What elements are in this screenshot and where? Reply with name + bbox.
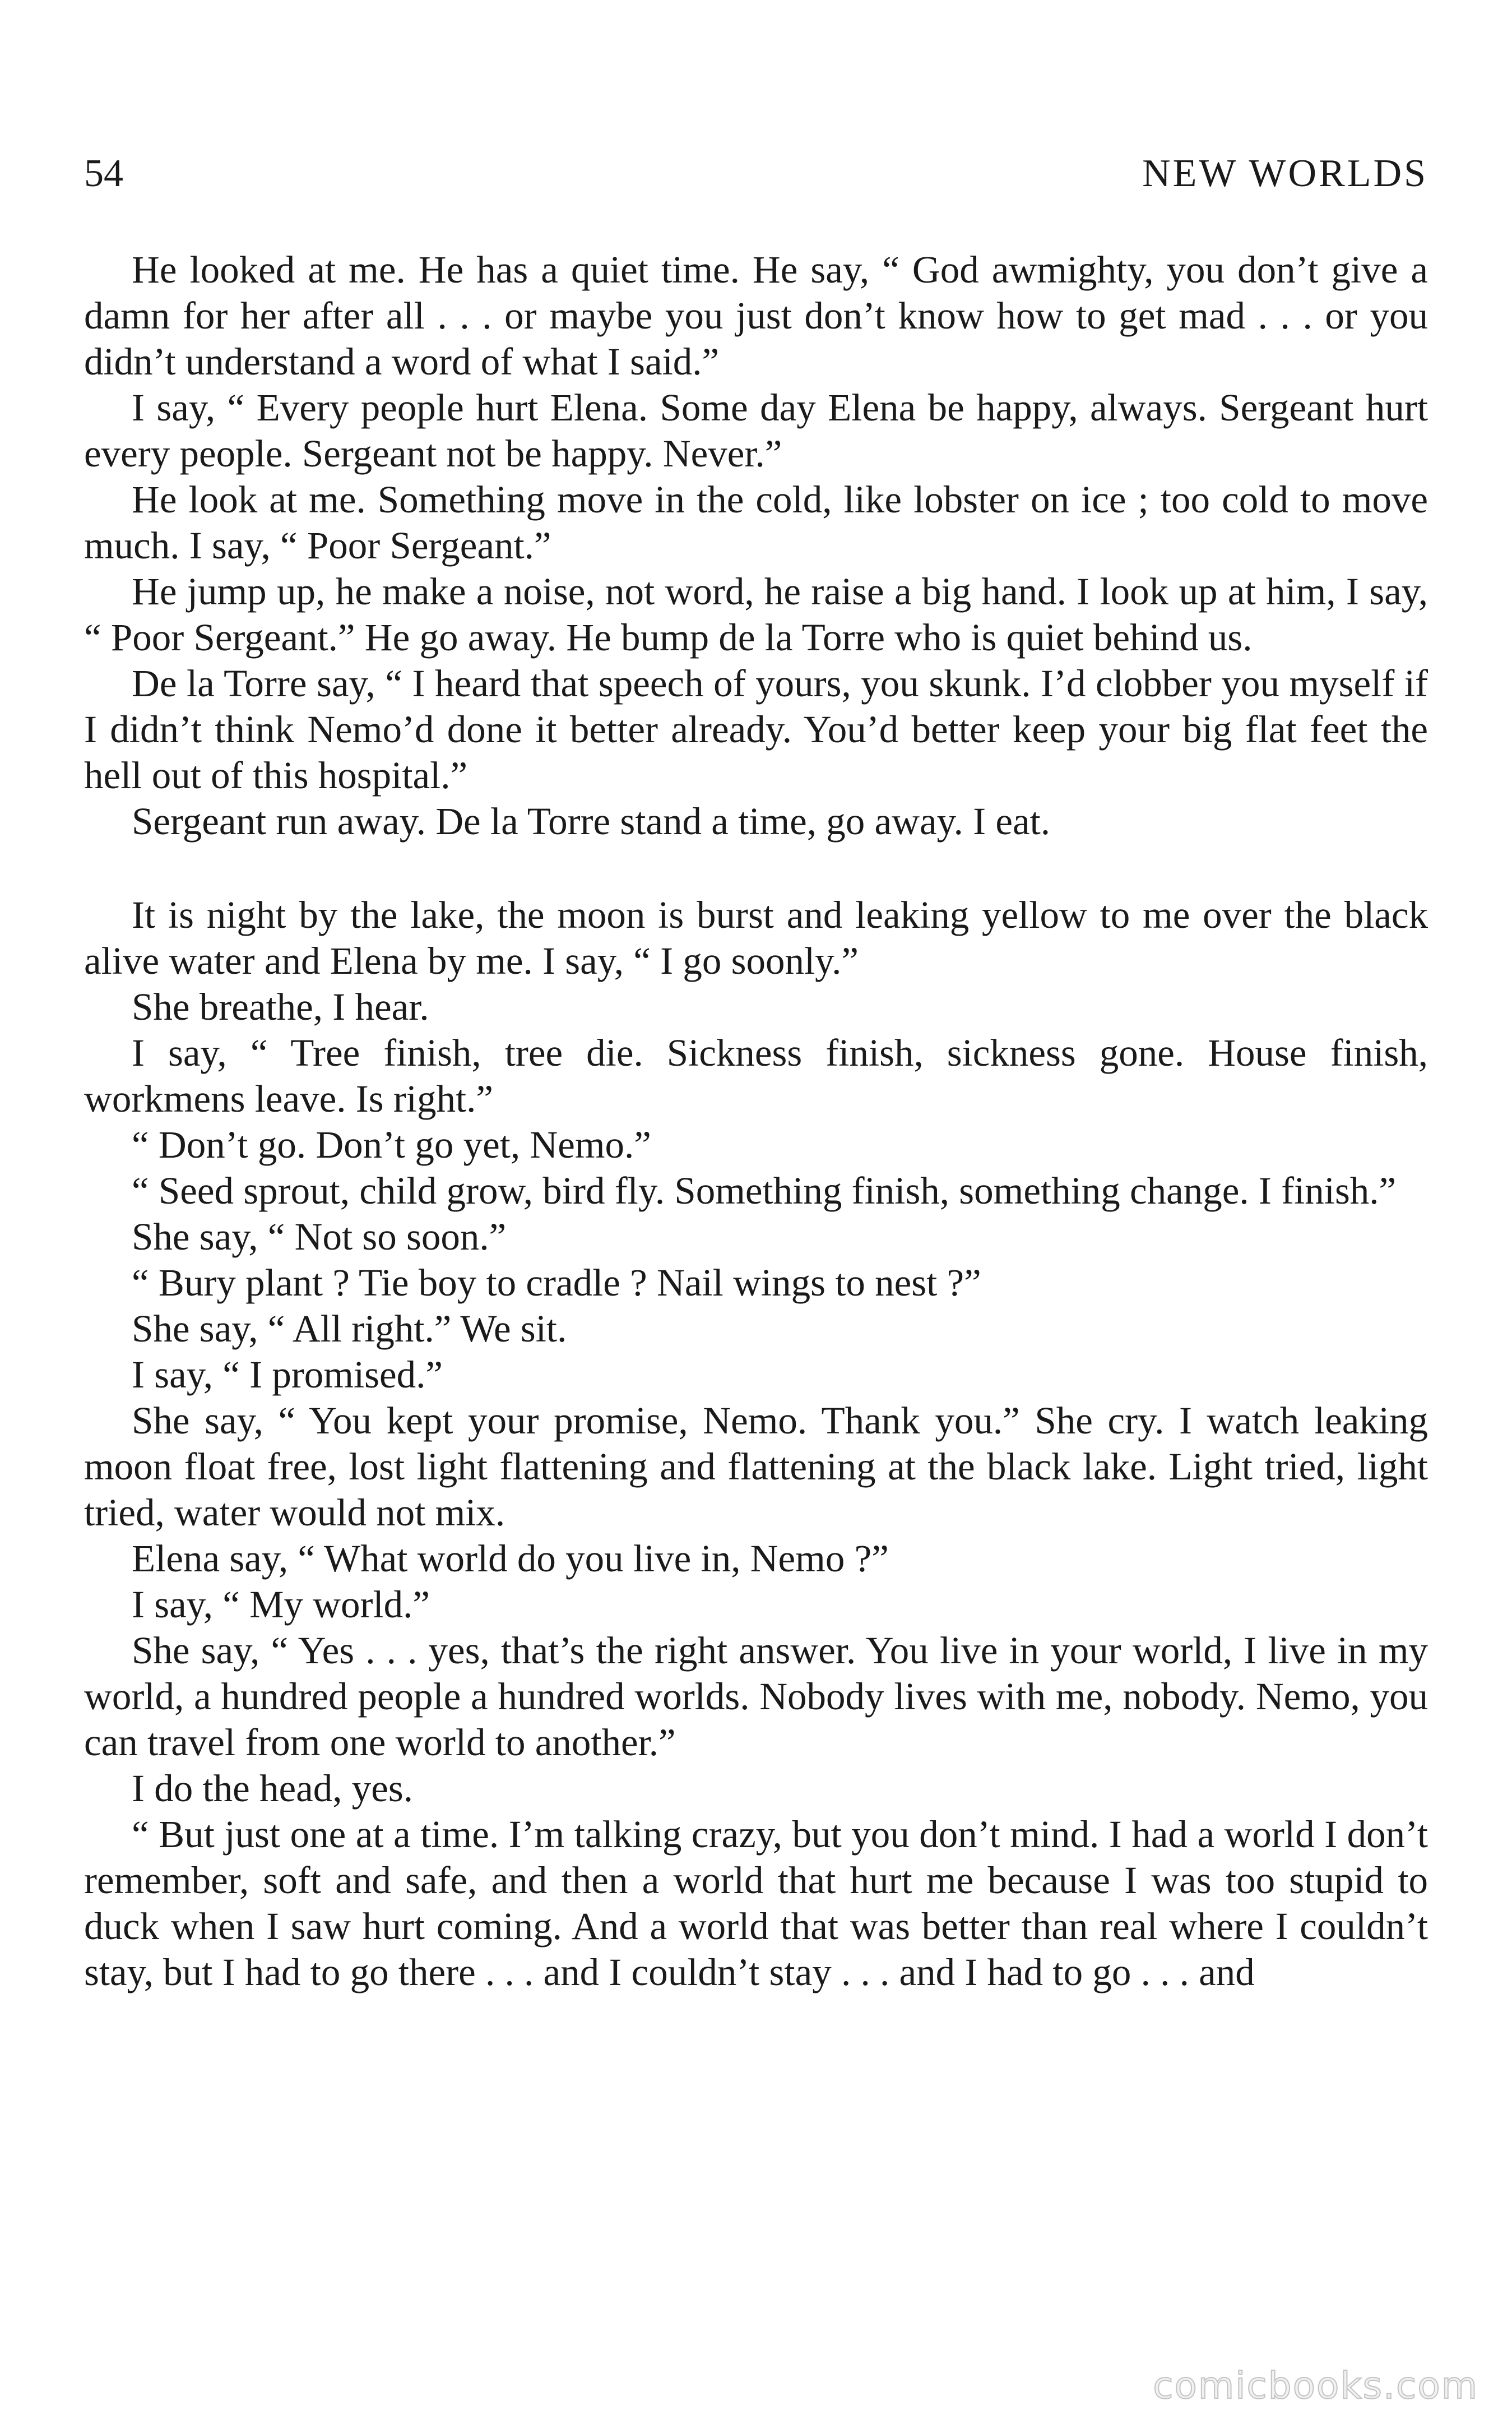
paragraph: She say, “ You kept your promise, Nemo. Thank you.” She cry. I watch leaking moon float free, lost light flattening and flattening at the black lake. Light tried, light tried, water would not mix. (84, 1399, 1428, 1534)
paragraph: I say, “ Tree finish, tree die. Sickness finish, sickness gone. House finish, workmens leave. Is right.” (84, 1031, 1428, 1120)
paragraph: She say, “ Not so soon.” (132, 1215, 507, 1258)
watermark: comicbooks.com (1153, 2364, 1478, 2407)
paragraph: “ Bury plant ? Tie boy to cradle ? Nail wings to nest ?” (132, 1261, 981, 1304)
paragraph: “ But just one at a time. I’m talking crazy, but you don’t mind. I had a world I don’t remember, soft and safe, and then a world that hurt me because I was too stupid to duck when I saw hurt coming. And a world that was better than real where I couldn’t stay, but I had to go there . . . and I couldn’t stay . . . and I had to go . . . and (84, 1813, 1428, 1993)
paragraph: It is night by the lake, the moon is burst and leaking yellow to me over the black alive water and Elena by me. I say, “ I go soonly.” (84, 894, 1428, 982)
section-break (84, 844, 1428, 892)
paragraph: I say, “ My world.” (132, 1583, 430, 1626)
paragraph: He look at me. Something move in the cold, like lobster on ice ; too cold to move much. I say, “ Poor Sergeant.” (84, 478, 1428, 567)
running-head: NEW WORLDS (1142, 152, 1428, 195)
paragraph: Sergeant run away. De la Torre stand a time, go away. I eat. (132, 800, 1051, 843)
paragraph: “ Don’t go. Don’t go yet, Nemo.” (132, 1123, 651, 1166)
page-header (84, 151, 1428, 207)
paragraph: He looked at me. He has a quiet time. He say, “ God awmighty, you don’t give a damn for her after all . . . or maybe you just don’t know how to get mad . . . or you didn’t understand a word of what I said.” (84, 248, 1428, 383)
body-text (84, 247, 1428, 1995)
paragraph: She say, “ Yes . . . yes, that’s the right answer. You live in your world, I live in my world, a hundred people a hundred worlds. Nobody lives with me, nobody. Nemo, you can travel from one world to another.” (84, 1629, 1428, 1764)
paragraph: I do the head, yes. (132, 1767, 414, 1810)
paragraph: She breathe, I hear. (132, 986, 429, 1028)
paragraph: He jump up, he make a noise, not word, he raise a big hand. I look up at him, I say, “ Poor Sergeant.” He go away. He bump de la Torre who is quiet behind us. (84, 570, 1428, 659)
page-number: 54 (84, 152, 123, 195)
paragraph: She say, “ All right.” We sit. (132, 1307, 567, 1350)
paragraph: I say, “ I promised.” (132, 1353, 443, 1396)
paragraph: De la Torre say, “ I heard that speech of yours, you skunk. I’d clobber you myself if I didn’t think Nemo’d done it better already. You’d better keep your big flat feet the hell out of this hospital.” (84, 662, 1428, 797)
paragraph: “ Seed sprout, child grow, bird fly. Something finish, something change. I finish.” (132, 1169, 1397, 1212)
paragraph: I say, “ Every people hurt Elena. Some day Elena be happy, always. Sergeant hurt every people. Sergeant not be happy. Never.” (84, 386, 1428, 475)
paragraph: Elena say, “ What world do you live in, Nemo ?” (132, 1537, 889, 1580)
